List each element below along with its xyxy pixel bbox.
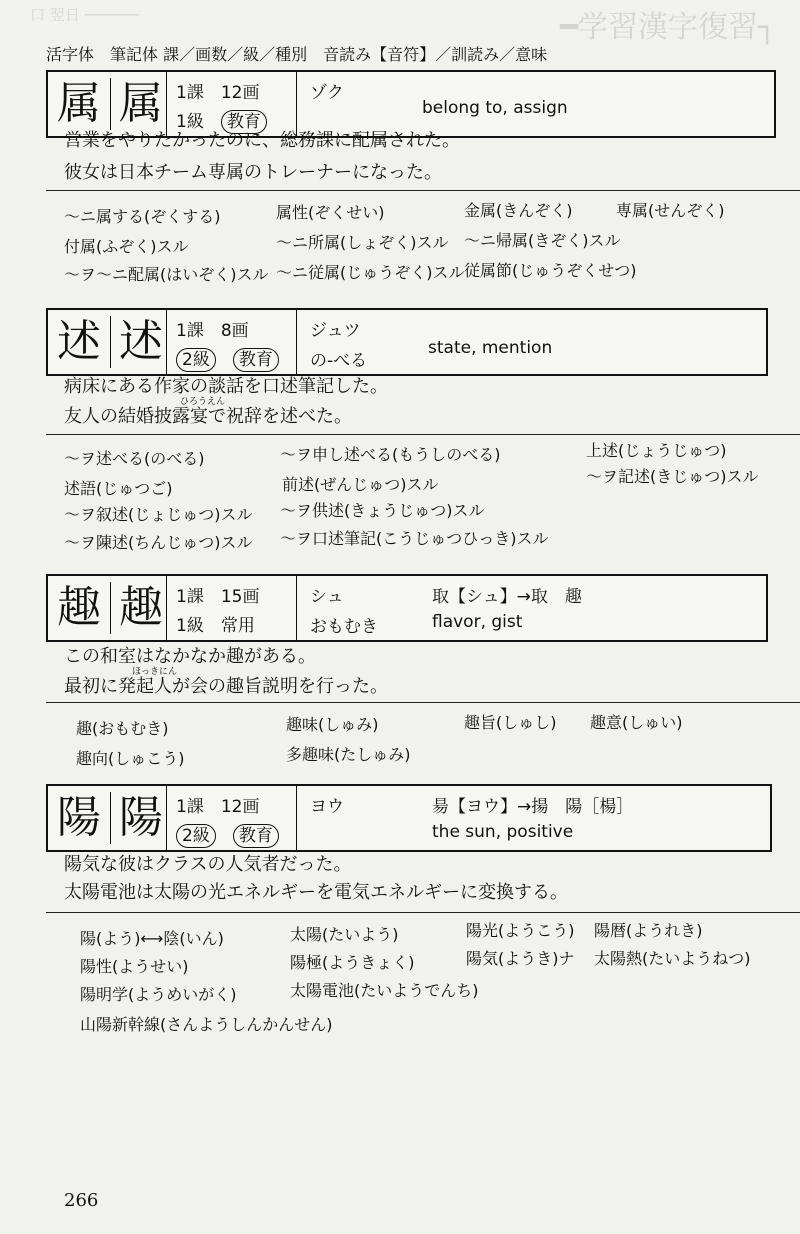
vocab-item: 陽(よう)⟷陰(いん) bbox=[80, 929, 224, 948]
example-sentence: 友人の結婚披露宴で祝辞を述べた。 bbox=[64, 406, 352, 427]
vocab-item: ～ヲ供述(きょうじゅつ)スル bbox=[280, 501, 485, 520]
onyomi: シュ bbox=[310, 587, 344, 607]
section-rule bbox=[46, 702, 800, 703]
vocab-item: 陽暦(ようれき) bbox=[594, 921, 703, 940]
vocab-item: 山陽新幹線(さんようしんかんせん) bbox=[80, 1015, 333, 1034]
vocab-item: ～ニ従属(じゅうぞく)スル bbox=[276, 263, 465, 282]
vocab-item: 趣味(しゅみ) bbox=[286, 715, 379, 734]
vocab-item: ～ニ属する(ぞくする) bbox=[64, 207, 221, 226]
kanji-handwritten: 趣 bbox=[119, 582, 163, 633]
divider bbox=[110, 792, 111, 844]
vocab-item: 趣(おもむき) bbox=[76, 719, 169, 738]
meaning: belong to, assign bbox=[422, 98, 568, 118]
vocab-item: 多趣味(たしゅみ) bbox=[286, 745, 411, 764]
divider bbox=[110, 316, 111, 368]
kanji-card-you bbox=[46, 784, 772, 852]
vocab-item: 趣向(しゅこう) bbox=[76, 749, 185, 768]
vocab-item: ～ヲ叙述(じょじゅつ)スル bbox=[64, 505, 253, 524]
vocab-item: ～ヲ記述(きじゅつ)スル bbox=[586, 467, 759, 486]
vocab-item: 述語(じゅつご) bbox=[64, 479, 173, 498]
vocab-item: ～ヲ申し述べる(もうしのべる) bbox=[280, 445, 501, 464]
kunyomi: の-べる bbox=[310, 351, 368, 371]
kunyomi: おもむき bbox=[310, 617, 378, 637]
column-legend-header: 活字体 筆記体 課／画数／級／種別 音読み【音符】／訓読み／意味 bbox=[46, 45, 548, 64]
lesson-strokes: 1課 12画 bbox=[176, 83, 260, 103]
etymology: 昜【ヨウ】→揚 陽［楊］ bbox=[432, 797, 634, 817]
kanji-print: 述 bbox=[57, 316, 101, 367]
section-rule bbox=[46, 434, 800, 435]
vocab-item: 従属節(じゅうぞくせつ) bbox=[464, 261, 637, 280]
lesson-strokes: 1課 8画 bbox=[176, 321, 249, 341]
divider bbox=[296, 786, 297, 850]
vocab-item: 陽性(ようせい) bbox=[80, 957, 189, 976]
kanji-print: 陽 bbox=[57, 792, 101, 843]
lesson-strokes: 1課 12画 bbox=[176, 797, 260, 817]
divider bbox=[110, 78, 111, 130]
vocab-item: 陽極(ようきょく) bbox=[290, 953, 415, 972]
level-category bbox=[176, 345, 279, 372]
onyomi: ジュツ bbox=[310, 321, 361, 341]
example-sentence: 最初に発起人が会の趣旨説明を行った。 bbox=[64, 676, 388, 697]
vocab-item: ～ヲ～ニ配属(はいぞく)スル bbox=[64, 265, 269, 284]
section-rule bbox=[46, 912, 800, 913]
vocab-item: 太陽電池(たいようでんち) bbox=[290, 981, 479, 1000]
category-badge: 教育 bbox=[221, 110, 267, 134]
divider bbox=[166, 310, 167, 374]
kanji-handwritten: 属 bbox=[119, 78, 163, 129]
onyomi: ヨウ bbox=[310, 797, 344, 817]
example-sentence: 陽気な彼はクラスの人気者だった。 bbox=[64, 854, 352, 875]
example-sentence: 病床にある作家の談話を口述筆記した。 bbox=[64, 376, 388, 397]
example-sentence: 太陽電池は太陽の光エネルギーを電気エネルギーに変換する。 bbox=[64, 882, 568, 903]
vocab-item: 太陽熱(たいようねつ) bbox=[594, 949, 751, 968]
example-sentence: この和室はなかなか趣がある。 bbox=[64, 646, 316, 667]
vocab-item: 専属(せんぞく) bbox=[616, 201, 725, 220]
vocab-item: ～ヲ口述筆記(こうじゅつひっき)スル bbox=[280, 529, 549, 548]
vocab-item: ～ヲ述べる(のべる) bbox=[64, 449, 205, 468]
vocab-item: 上述(じょうじゅつ) bbox=[586, 441, 727, 460]
etymology: 取【シュ】→取 趣 bbox=[432, 587, 582, 607]
vocab-item: 趣意(しゅい) bbox=[590, 713, 683, 732]
section-rule bbox=[46, 190, 800, 191]
level-category: 1級 常用 bbox=[176, 616, 255, 636]
onyomi: ゾク bbox=[310, 83, 344, 103]
page-number: 266 bbox=[64, 1190, 99, 1211]
vocab-item: ～ニ帰属(きぞく)スル bbox=[464, 231, 621, 250]
vocab-item: 付属(ふぞく)スル bbox=[64, 237, 189, 256]
divider bbox=[166, 786, 167, 850]
example-sentence: 彼女は日本チーム専属のトレーナーになった。 bbox=[64, 162, 442, 183]
example-sentence: 営業をやりたかったのに、総務課に配属された。 bbox=[64, 130, 460, 151]
kanji-print: 属 bbox=[57, 78, 101, 129]
bleed-through-text: ━学習漢字復習┐ bbox=[560, 10, 777, 45]
vocab-item: 陽明学(ようめいがく) bbox=[80, 985, 237, 1004]
level-badge: 2級 bbox=[176, 348, 216, 372]
level-badge: 2級 bbox=[176, 824, 216, 848]
meaning: flavor, gist bbox=[432, 612, 523, 632]
kanji-print: 趣 bbox=[57, 582, 101, 633]
vocab-item: 前述(ぜんじゅつ)スル bbox=[282, 475, 439, 494]
kanji-handwritten: 述 bbox=[119, 316, 163, 367]
kanji-handwritten: 陽 bbox=[119, 792, 163, 843]
category-badge: 教育 bbox=[233, 824, 279, 848]
meaning: state, mention bbox=[428, 338, 553, 358]
vocab-item: 属性(ぞくせい) bbox=[276, 203, 385, 222]
vocab-item: ～ヲ陳述(ちんじゅつ)スル bbox=[64, 533, 253, 552]
bleed-through-text: 口 翌日 ────── bbox=[30, 6, 139, 24]
vocab-item: ～ニ所属(しょぞく)スル bbox=[276, 233, 449, 252]
meaning: the sun, positive bbox=[432, 822, 574, 842]
divider bbox=[110, 582, 111, 634]
vocab-item: 趣旨(しゅし) bbox=[464, 713, 557, 732]
level-category bbox=[176, 821, 279, 848]
vocab-item: 金属(きんぞく) bbox=[464, 201, 573, 220]
kanji-card-shu bbox=[46, 574, 768, 642]
level-category: 1級 教育 bbox=[176, 107, 267, 134]
vocab-item: 太陽(たいよう) bbox=[290, 925, 399, 944]
kanji-card-jutsu bbox=[46, 308, 768, 376]
divider bbox=[296, 576, 297, 640]
divider bbox=[296, 310, 297, 374]
vocab-item: 陽気(ようき)ナ bbox=[466, 949, 575, 968]
lesson-strokes: 1課 15画 bbox=[176, 587, 260, 607]
furigana: ひろうえん bbox=[180, 397, 226, 407]
category-badge: 教育 bbox=[233, 348, 279, 372]
vocab-item: 陽光(ようこう) bbox=[466, 921, 575, 940]
furigana: ほっきにん bbox=[132, 667, 178, 677]
divider bbox=[166, 576, 167, 640]
